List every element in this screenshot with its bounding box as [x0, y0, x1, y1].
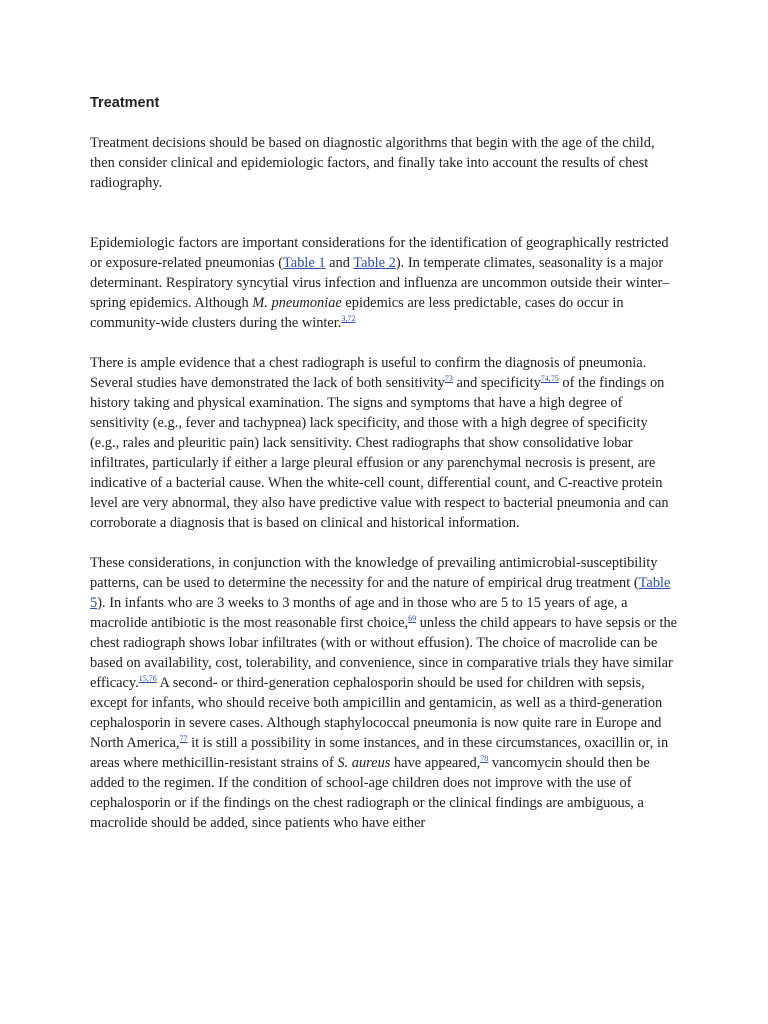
reference-link-78[interactable]: 78	[480, 754, 489, 763]
paragraph-text: and specificity	[452, 375, 541, 391]
paragraph-text: it is still a possibility in some instances, and in these circumstances, oxacillin or, in areas where methicillin-resistant strains of	[90, 735, 669, 771]
reference-superscript	[541, 374, 559, 383]
reference-superscript	[445, 374, 453, 383]
paragraph-text: unless the child appears to have sepsis or the chest radiograph shows lobar infiltrates (with or without effusion). The choice of macrolide can be based on availability, cost, tolerability, and convenience, since in comparative trials they have similar efficacy.	[90, 615, 678, 691]
reference-superscript	[180, 734, 188, 743]
table-1-link[interactable]: Table 1	[283, 255, 326, 271]
paragraph-text: There is ample evidence that a chest radiograph is useful to confirm the diagnosis of pneumonia. Several studies have demonstrated the lack of both sensitivity	[90, 355, 647, 391]
paragraph-text: ). In infants who are 3 weeks to 3 months of age and in those who are 5 to 15 years of age, a macrolide antibiotic is the most reasonable first choice,	[90, 595, 628, 631]
reference-link-3-72[interactable]: 3,72	[341, 314, 356, 323]
paragraph-text: Treatment decisions should be based on diagnostic algorithms that begin with the age of the child, then consider clinical and epidemiologic factors, and finally take into account the results of chest radiography.	[90, 135, 655, 191]
species-name: S. aureus	[337, 755, 391, 771]
paragraph-text: vancomycin should then be added to the regimen. If the condition of school-age children does not improve with the use of cephalosporin or if the findings on the chest radiograph or the clinical findings are ambiguous, a macrolide should be added, since patients who have either	[90, 755, 650, 831]
reference-link-15-76[interactable]: 15,76	[138, 674, 157, 683]
paragraph-chest-radiograph-evidence	[90, 353, 680, 533]
paragraph-text: These considerations, in conjunction with the knowledge of prevailing antimicrobial-susceptibility patterns, can be used to determine the necessity for and the nature of empirical drug treatment (	[90, 555, 658, 591]
paragraph-text: Epidemiologic factors are important considerations for the identification of geographically restricted or exposure-related pneumonias (	[90, 235, 669, 271]
table-5-link[interactable]: Table 5	[90, 575, 671, 611]
paragraph-empirical-treatment	[90, 553, 680, 833]
paragraph-treatment-decisions	[90, 133, 680, 193]
paragraph-text: epidemics are less predictable, cases do occur in community-wide clusters during the winter.	[90, 295, 624, 331]
paragraph-text: and	[325, 255, 354, 271]
reference-link-77[interactable]: 77	[179, 734, 188, 743]
reference-superscript	[341, 314, 355, 323]
reference-superscript	[139, 674, 157, 683]
reference-link-69[interactable]: 69	[408, 614, 417, 623]
section-heading: Treatment	[90, 95, 160, 111]
reference-link-74-75[interactable]: 74,75	[540, 374, 559, 383]
paragraph-text: ). In temperate climates, seasonality is a major determinant. Respiratory syncytial virus infection and influenza are uncommon outside their winter–spring epidemics. Although	[90, 255, 670, 311]
reference-superscript	[408, 614, 416, 623]
reference-link-73[interactable]: 73	[444, 374, 453, 383]
table-2-link[interactable]: Table 2	[353, 255, 396, 271]
species-name: M. pneumoniae	[252, 295, 342, 311]
paragraph-text: have appeared,	[390, 755, 481, 771]
paragraph-text: of the findings on history taking and physical examination. The signs and symptoms that have a high degree of sensitivity (e.g., fever and tachypnea) lack specificity, and those with a high degree of specificity (e.g., rales and pleuritic pain) lack sensitivity. Chest radiographs that show consolidative lobar infiltrates, particularly if either a large pleural effusion or any parenchymal necrosis is present, are indicative of a bacterial cause. When the white-cell count, differential count, and C-reactive protein level are very abnormal, they also have predictive value with respect to bacterial pneumonia and can corroborate a diagnosis that is based on clinical and historical information.	[90, 375, 669, 531]
paragraph-text: A second- or third-generation cephalosporin should be used for children with sepsis, except for infants, who should receive both ampicillin and gentamicin, as well as a third-generation cephalosporin in severe cases. Although staphylococcal pneumonia is now quite rare in Europe and North America,	[90, 675, 663, 751]
paragraph-epidemiologic-factors	[90, 233, 680, 333]
article-body	[90, 93, 680, 853]
